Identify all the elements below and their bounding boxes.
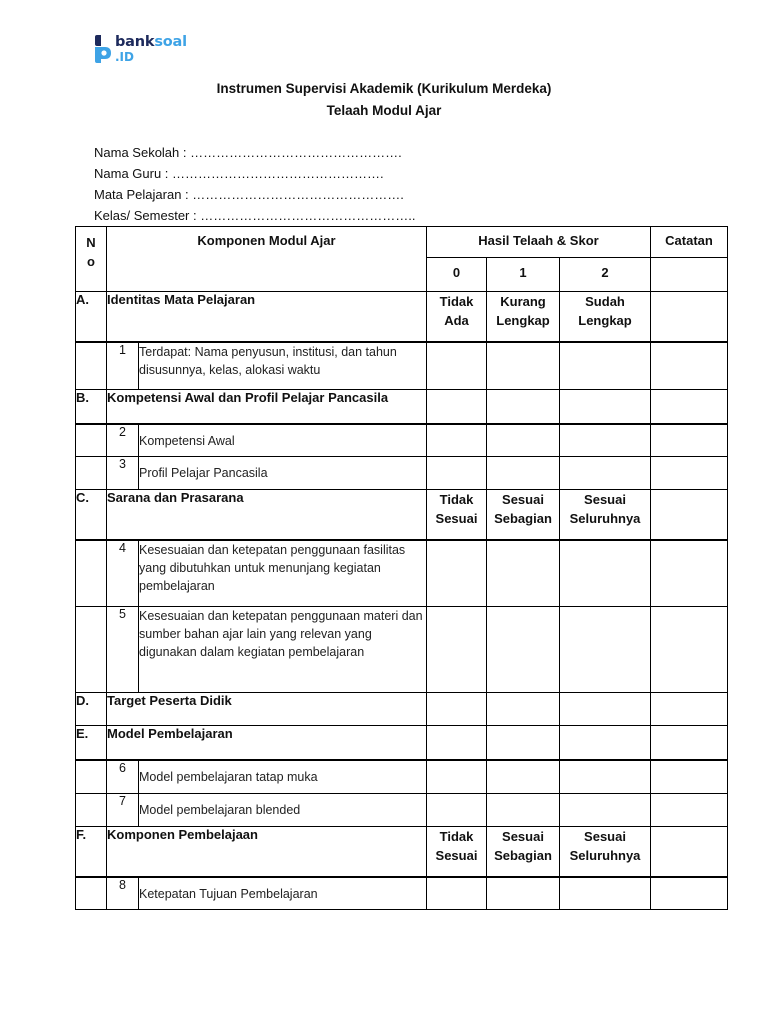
catatan-cell [651, 342, 728, 390]
score-cell-2 [560, 540, 651, 607]
score-cell-1 [487, 457, 560, 490]
section-title: Sarana dan Prasarana [107, 490, 427, 540]
catatan-cell [651, 490, 728, 540]
item-number: 8 [107, 877, 139, 910]
item-text: Terdapat: Nama penyusun, institusi, dan tahun disusunnya, kelas, alokasi waktu [139, 342, 427, 390]
score-caption-1: Sesuai Sebagian [487, 827, 560, 877]
score-caption-0: Tidak Ada [427, 292, 487, 342]
score-cell-1 [487, 760, 560, 794]
section-title: Model Pembelajaran [107, 726, 427, 760]
catatan-cell [651, 424, 728, 457]
blank-cell [76, 760, 107, 794]
item-text: Ketepatan Tujuan Pembelajaran [139, 877, 427, 910]
field-kelas-semester: Kelas/ Semester : ………………………………………….. [94, 208, 416, 223]
section-label: F. [76, 827, 107, 877]
score-cell-2 [560, 342, 651, 390]
blank-cell [76, 607, 107, 693]
section-label: D. [76, 693, 107, 726]
catatan-cell [651, 827, 728, 877]
score-cell-2 [560, 424, 651, 457]
item-number: 1 [107, 342, 139, 390]
score-cell-2 [560, 457, 651, 490]
blank-cell [76, 540, 107, 607]
score-cell-1 [487, 726, 560, 760]
catatan-cell [651, 693, 728, 726]
telaah-table [75, 226, 728, 910]
section-title: Komponen Pembelajaan [107, 827, 427, 877]
field-mata-pelajaran: Mata Pelajaran : …………………………………………. [94, 187, 404, 202]
score-cell-0 [427, 693, 487, 726]
score-cell-1 [487, 693, 560, 726]
brand-sub: .ID [115, 49, 134, 64]
catatan-cell [651, 760, 728, 794]
item-number: 6 [107, 760, 139, 794]
section-label: B. [76, 390, 107, 424]
section-title: Target Peserta Didik [107, 693, 427, 726]
item-number: 2 [107, 424, 139, 457]
score-cell-0 [427, 390, 487, 424]
catatan-cell [651, 794, 728, 827]
catatan-cell [651, 292, 728, 342]
document-subtitle: Telaah Modul Ajar [326, 103, 442, 118]
item-number: 4 [107, 540, 139, 607]
blank-cell [76, 342, 107, 390]
score-cell-0 [427, 607, 487, 693]
item-text: Profil Pelajar Pancasila [139, 457, 427, 490]
score-cell-1 [487, 342, 560, 390]
score-caption-2: Sesuai Seluruhnya [560, 827, 651, 877]
score-cell-0 [427, 424, 487, 457]
score-cell-1 [487, 540, 560, 607]
score-cell-2 [560, 607, 651, 693]
item-number: 5 [107, 607, 139, 693]
item-number: 7 [107, 794, 139, 827]
item-text: Model pembelajaran tatap muka [139, 760, 427, 794]
item-number: 3 [107, 457, 139, 490]
score-cell-0 [427, 342, 487, 390]
score-cell-2 [560, 390, 651, 424]
score-cell-1 [487, 794, 560, 827]
catatan-cell [651, 390, 728, 424]
banksoal-logo-icon [93, 34, 113, 64]
score-cell-0 [427, 540, 487, 607]
score-caption-1: Kurang Lengkap [487, 292, 560, 342]
header-catatan: Catatan [651, 227, 728, 258]
score-cell-1 [487, 607, 560, 693]
blank-cell [76, 794, 107, 827]
score-cell-0 [427, 877, 487, 910]
field-nama-sekolah: Nama Sekolah : …………………………………………. [94, 145, 402, 160]
section-label: E. [76, 726, 107, 760]
score-cell-1 [487, 424, 560, 457]
catatan-cell [651, 457, 728, 490]
header-score-1: 1 [487, 258, 560, 292]
section-label: C. [76, 490, 107, 540]
score-caption-1: Sesuai Sebagian [487, 490, 560, 540]
catatan-cell [651, 726, 728, 760]
score-cell-2 [560, 693, 651, 726]
banksoal-logo [93, 33, 187, 65]
score-cell-2 [560, 794, 651, 827]
header-score-0: 0 [427, 258, 487, 292]
section-title: Identitas Mata Pelajaran [107, 292, 427, 342]
blank-cell [76, 424, 107, 457]
score-caption-0: Tidak Sesuai [427, 827, 487, 877]
header-komponen: Komponen Modul Ajar [107, 227, 427, 292]
score-caption-0: Tidak Sesuai [427, 490, 487, 540]
section-label: A. [76, 292, 107, 342]
header-catatan-blank [651, 258, 728, 292]
score-cell-1 [487, 390, 560, 424]
section-title: Kompetensi Awal dan Profil Pelajar Pancasila [107, 390, 427, 424]
header-score-2: 2 [560, 258, 651, 292]
item-text: Model pembelajaran blended [139, 794, 427, 827]
catatan-cell [651, 877, 728, 910]
document-title: Instrumen Supervisi Akademik (Kurikulum Merdeka) [216, 81, 552, 96]
catatan-cell [651, 540, 728, 607]
item-text: Kesesuaian dan ketepatan penggunaan fasilitas yang dibutuhkan untuk menunjang kegiatan pembelajaran [139, 540, 427, 607]
score-cell-0 [427, 726, 487, 760]
header-no: N o [76, 227, 107, 292]
brand-name: banksoal [115, 34, 187, 51]
blank-cell [76, 457, 107, 490]
score-cell-0 [427, 794, 487, 827]
item-text: Kompetensi Awal [139, 424, 427, 457]
score-caption-2: Sudah Lengkap [560, 292, 651, 342]
item-text: Kesesuaian dan ketepatan penggunaan materi dan sumber bahan ajar lain yang relevan yang digunakan dalam kegiatan pembelajaran [139, 607, 427, 693]
score-cell-2 [560, 760, 651, 794]
score-cell-1 [487, 877, 560, 910]
score-cell-2 [560, 726, 651, 760]
catatan-cell [651, 607, 728, 693]
score-cell-0 [427, 457, 487, 490]
blank-cell [76, 877, 107, 910]
header-hasil: Hasil Telaah & Skor [427, 227, 651, 258]
field-nama-guru: Nama Guru : …………………………………………. [94, 166, 384, 181]
score-cell-2 [560, 877, 651, 910]
score-caption-2: Sesuai Seluruhnya [560, 490, 651, 540]
score-cell-0 [427, 760, 487, 794]
